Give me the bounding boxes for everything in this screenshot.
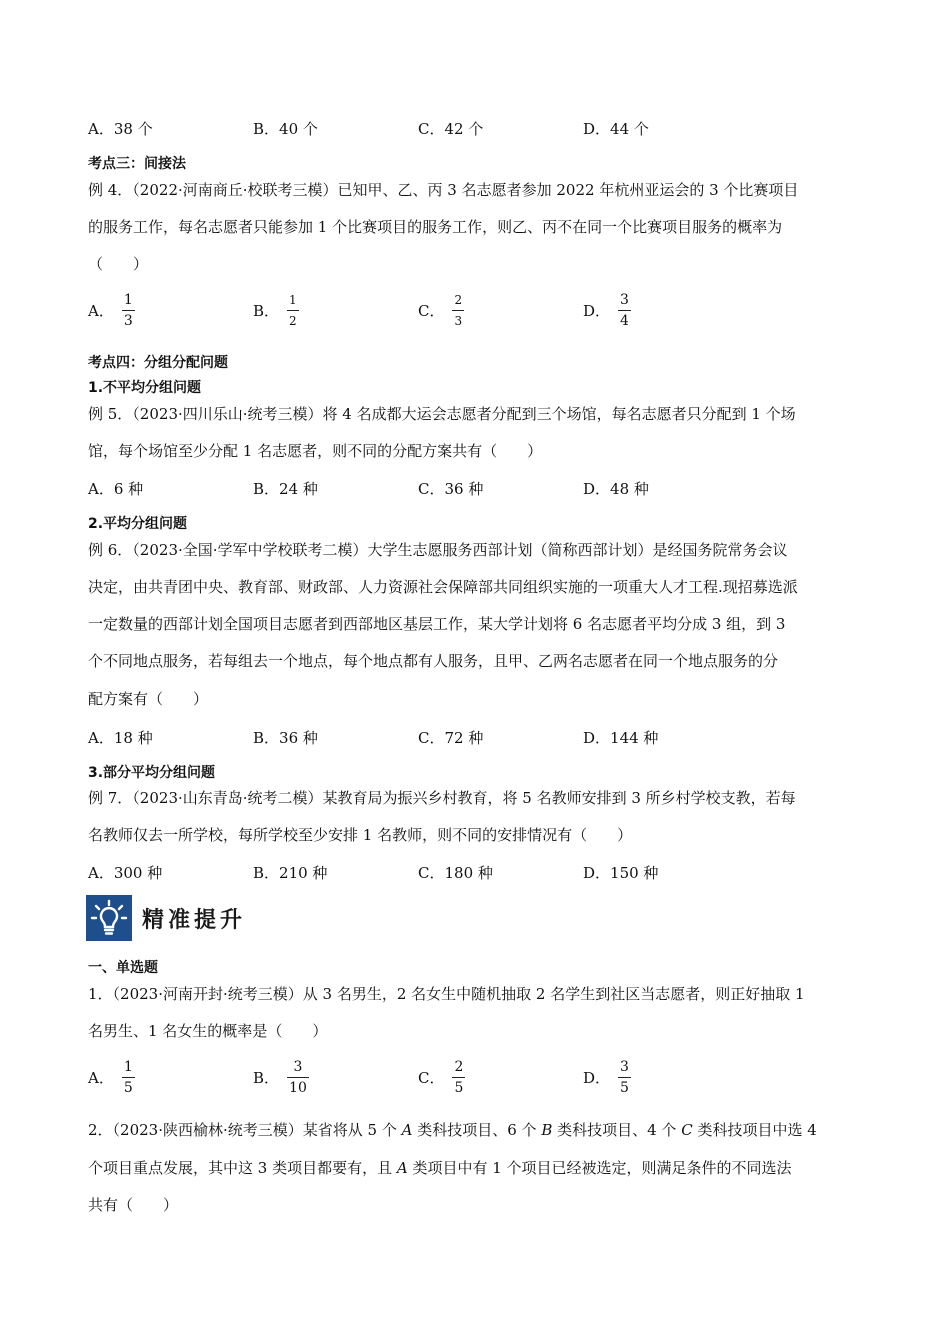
example-5-options	[88, 478, 848, 498]
example-5-line-2: 馆，每个场馆至少分配 1 名志愿者，则不同的分配方案共有（ ）	[88, 442, 543, 460]
section-banner	[86, 895, 246, 941]
fraction: $\frac{1}{5}$	[123, 1058, 133, 1096]
option-d: D．150 种	[583, 863, 659, 882]
example-7-line-2: 名教师仅去一所学校，每所学校至少安排 1 名教师，则不同的安排情况有（ ）	[88, 826, 633, 844]
example-6-line-4: 个不同地点服务，若每组去一个地点，每个地点都有人服务，且甲、乙两名志愿者在同一个地点服务的分	[88, 652, 779, 670]
option-a: A．38 个	[88, 119, 153, 138]
option-c: C． $\frac{2}{3}$	[418, 292, 463, 328]
prev-question-options	[88, 118, 848, 138]
option-d: D．44 个	[583, 119, 649, 138]
example-4-line-3: （ ）	[88, 255, 149, 273]
option-c: C．72 种	[418, 728, 484, 747]
question-1-line-1: 1．（2023·河南开封·统考三模）从 3 名男生，2 名女生中随机抽取 2 名学生到社区当志愿者，则正好抽取 1	[88, 985, 805, 1003]
fraction: $\frac{3}{10}$	[289, 1058, 307, 1096]
option-d: D．144 种	[583, 728, 659, 747]
example-6-options	[88, 727, 848, 747]
question-1-line-2: 名男生、1 名女生的概率是（ ）	[88, 1022, 328, 1040]
section-heading-kd3: 考点三：间接法	[88, 156, 186, 172]
example-7-line-1: 例 7．（2023·山东青岛·统考二模）某教育局为振兴乡村教育，将 5 名教师安排到 3 所乡村学校支教，若每	[88, 789, 796, 807]
fraction: $\frac{2}{3}$	[454, 292, 463, 328]
example-4-line-2: 的服务工作，每名志愿者只能参加 1 个比赛项目的服务工作，则乙、丙不在同一个比赛项目服务的概率为	[88, 218, 783, 236]
example-4-options	[88, 290, 848, 330]
question-2-line-1: 2．（2023·陕西榆林·统考三模）某省将从 5 个 A 类科技项目、6 个 B 类科技项目、4 个 C 类科技项目中选 4	[88, 1121, 817, 1139]
option-a: A．18 种	[88, 728, 153, 747]
example-5-line-1: 例 5．（2023·四川乐山·统考三模）将 4 名成都大运会志愿者分配到三个场馆，每名志愿者只分配到 1 个场	[88, 405, 796, 423]
option-b: B．40 个	[253, 119, 318, 138]
option-c: C． $\frac{2}{5}$	[418, 1058, 464, 1096]
option-a: A．6 种	[88, 479, 144, 498]
question-2-line-3: 共有（ ）	[88, 1196, 179, 1214]
option-d: D． $\frac{3}{5}$	[583, 1058, 629, 1096]
example-6-line-5: 配方案有（ ）	[88, 690, 209, 708]
question-1-options	[88, 1057, 848, 1097]
option-c: C．180 种	[418, 863, 493, 882]
fraction: $\frac{1}{3}$	[123, 291, 133, 329]
banner-title: 精准提升	[142, 907, 247, 933]
example-6-line-2: 决定，由共青团中央、教育部、财政部、人力资源社会保障部共同组织实施的一项重大人才工程.现招募选派	[88, 578, 798, 596]
option-b: B．36 种	[253, 728, 318, 747]
example-7-options	[88, 862, 848, 882]
example-6-line-1: 例 6．（2023·全国·学军中学校联考二模）大学生志愿服务西部计划（简称西部计划）是经国务院常务会议	[88, 541, 788, 559]
fraction: $\frac{3}{4}$	[620, 291, 629, 329]
option-d: D．48 种	[583, 479, 649, 498]
option-a: A． $\frac{1}{5}$	[88, 1058, 133, 1096]
option-d: D． $\frac{3}{4}$	[583, 291, 629, 329]
option-b: B．210 种	[253, 863, 328, 882]
subheading-1: 1.不平均分组问题	[88, 380, 202, 396]
fraction: $\frac{1}{2}$	[289, 292, 297, 328]
question-2-line-2: 个项目重点发展，其中这 3 类项目都要有，且 A 类项目中有 1 个项目已经被选定，则满足条件的不同选法	[88, 1159, 792, 1177]
section-heading-single-choice: 一、单选题	[88, 960, 158, 976]
example-4-line-1: 例 4．（2022·河南商丘·校联考三模）已知甲、乙、丙 3 名志愿者参加 2022 年杭州亚运会的 3 个比赛项目	[88, 181, 799, 199]
option-b: B．24 种	[253, 479, 318, 498]
option-c: C．36 种	[418, 479, 484, 498]
lightbulb-icon	[86, 895, 132, 941]
example-6-line-3: 一定数量的西部计划全国项目志愿者到西部地区基层工作，某大学计划将 6 名志愿者平均分成 3 组，到 3	[88, 615, 786, 633]
fraction: $\frac{2}{5}$	[454, 1058, 464, 1096]
subheading-3: 3.部分平均分组问题	[88, 765, 216, 781]
option-a: A．300 种	[88, 863, 163, 882]
option-b: B． $\frac{1}{2}$	[253, 292, 297, 328]
section-heading-kd4: 考点四：分组分配问题	[88, 355, 228, 371]
subheading-2: 2.平均分组问题	[88, 516, 188, 532]
option-a: A． $\frac{1}{3}$	[88, 291, 133, 329]
fraction: $\frac{3}{5}$	[620, 1058, 629, 1096]
option-b: B． $\frac{3}{10}$	[253, 1058, 307, 1096]
option-c: C．42 个	[418, 119, 484, 138]
